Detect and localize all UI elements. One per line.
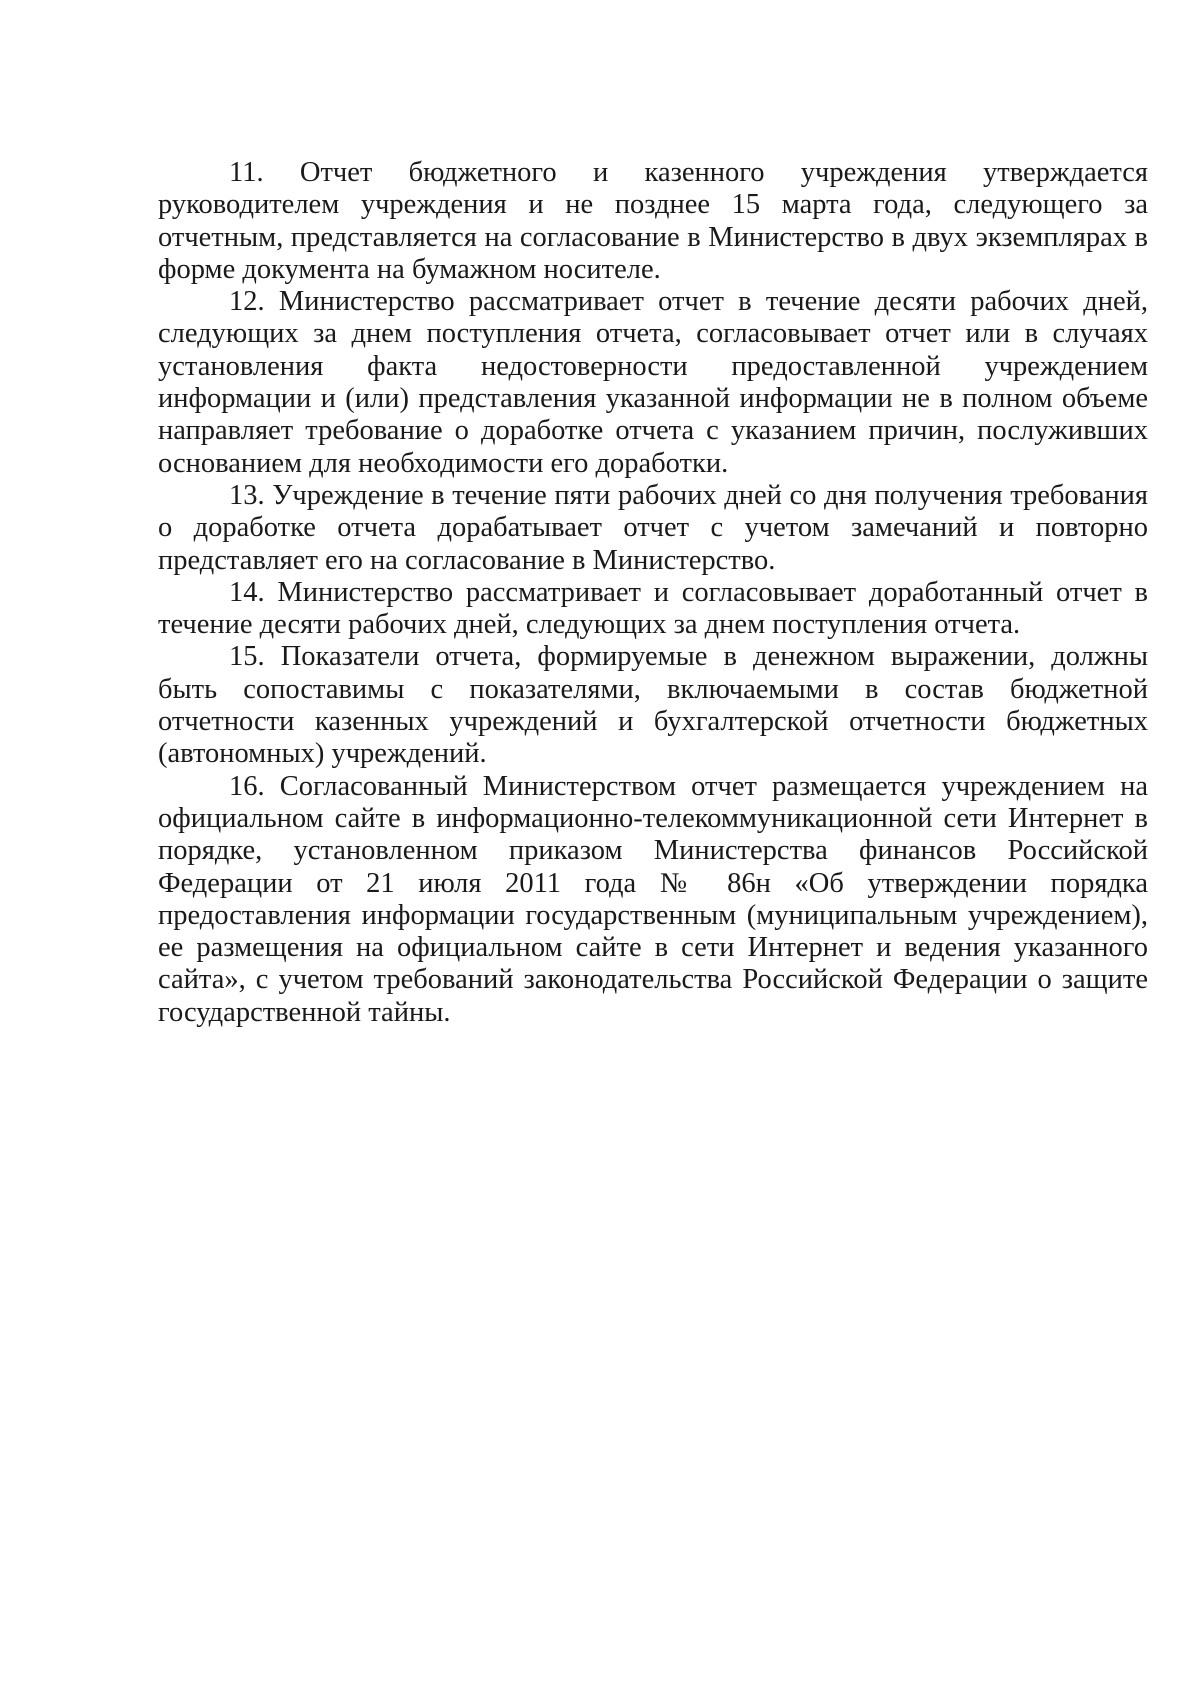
paragraph-13: 13. Учреждение в течение пяти рабочих дней со дня получения требования о доработке отчета дорабатывает отчет с учетом замечаний и повторно представляет его на согласование в Министерство. [158, 479, 1148, 576]
paragraph-11: 11. Отчет бюджетного и казенного учреждения утверждается руководителем учреждения и не позднее 15 марта года, следующего за отчетным, представляется на согласование в Министерство в двух экземплярах в форме документа на бумажном носителе. [158, 157, 1148, 285]
paragraph-12: 12. Министерство рассматривает отчет в течение десяти рабочих дней, следующих за днем поступления отчета, согласовывает отчет или в случаях установления факта недостоверности предоставленной учреждением информации и (или) представления указанной информации не в полном объеме направляет требование о доработке отчета с указанием причин, послуживших основанием для необходимости его доработки. [158, 286, 1148, 479]
document-body [158, 157, 1148, 1029]
paragraph-14: 14. Министерство рассматривает и согласовывает доработанный отчет в течение десяти рабочих дней, следующих за днем поступления отчета. [158, 576, 1148, 641]
paragraph-16: 16. Согласованный Министерством отчет размещается учреждением на официальном сайте в информационно-телекоммуникационной сети Интернет в порядке, установленном приказом Министерства финансов Российской Федерации от 21 июля 2011 года № 86н «Об утверждении порядка предоставления информации государственным (муниципальным учреждением), ее размещения на официальном сайте в сети Интернет и ведения указанного сайта», с учетом требований законодательства Российской Федерации о защите государственной тайны. [158, 770, 1148, 1028]
paragraph-15: 15. Показатели отчета, формируемые в денежном выражении, должны быть сопоставимы с показателями, включаемыми в состав бюджетной отчетности казенных учреждений и бухгалтерской отчетности бюджетных (автономных) учреждений. [158, 641, 1148, 770]
